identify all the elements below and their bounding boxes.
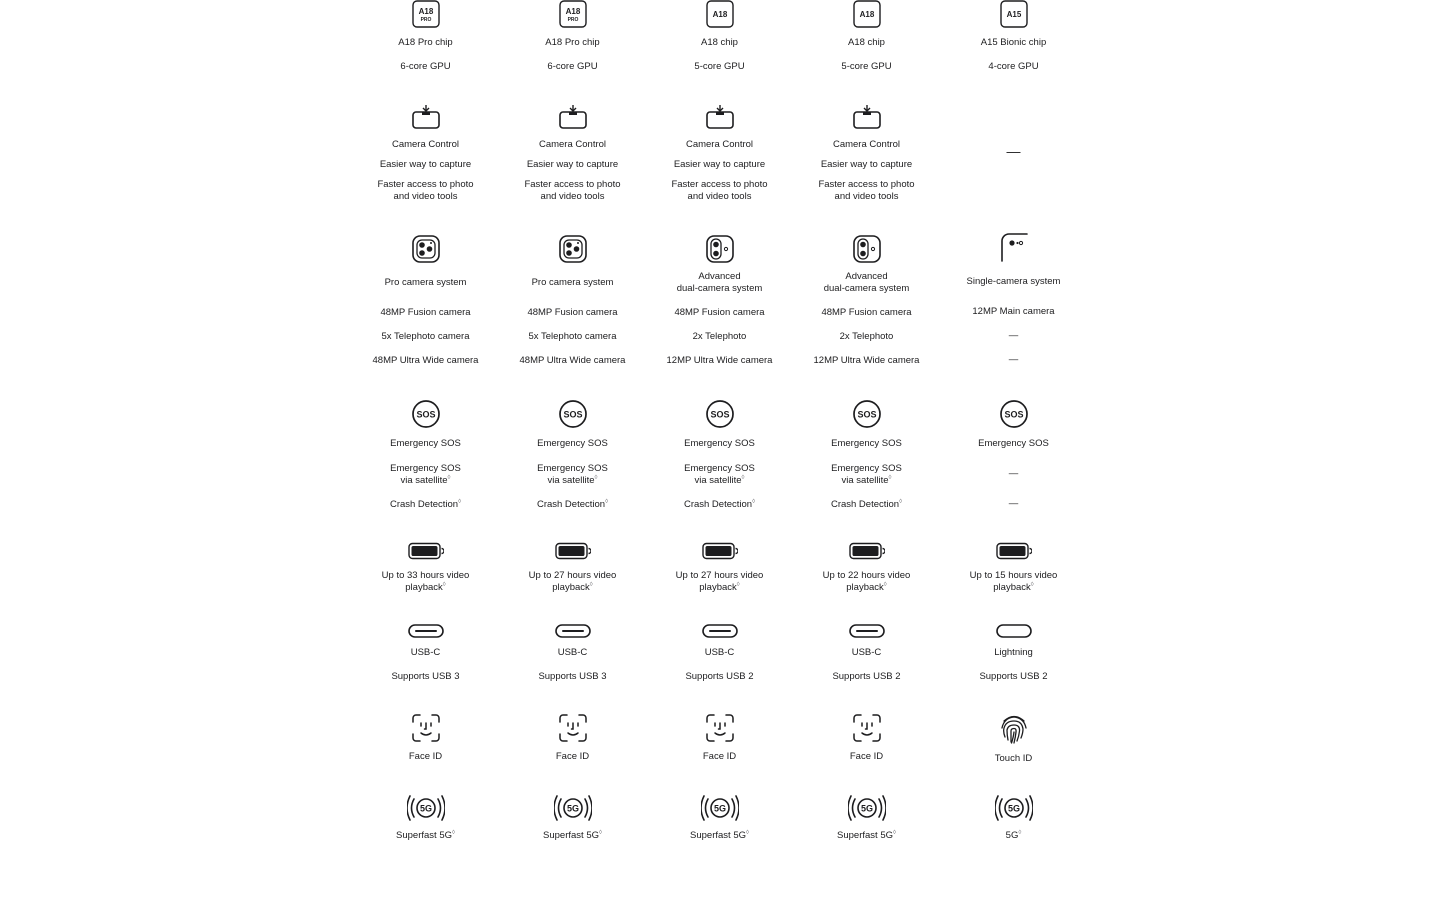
5g-icon-label: 5G bbox=[419, 803, 432, 814]
chip-icon bbox=[412, 0, 440, 28]
crash-detection bbox=[352, 499, 499, 511]
sos-icon-label: SOS bbox=[1003, 409, 1024, 420]
dual-camera-icon bbox=[852, 234, 882, 264]
model-column bbox=[499, 0, 646, 922]
gpu-spec: 5-core GPU bbox=[841, 61, 892, 72]
camera-spec: 12MP Ultra Wide camera bbox=[813, 355, 920, 366]
network-label bbox=[646, 830, 793, 842]
crash-detection-text: Crash Detection bbox=[683, 499, 753, 510]
authentication: Face ID bbox=[555, 751, 590, 762]
crash-detection-text: Crash Detection bbox=[830, 499, 900, 510]
footnote-mark[interactable]: ◊ bbox=[594, 474, 598, 481]
battery-life-text: playback bbox=[405, 582, 443, 593]
battery-life bbox=[793, 582, 940, 594]
gpu-spec: 6-core GPU bbox=[547, 61, 598, 72]
5g-icon bbox=[848, 794, 886, 822]
chip-name: A15 Bionic chip bbox=[980, 37, 1047, 48]
usb-c-port-icon bbox=[849, 624, 885, 638]
camera-spec: 2x Telephoto bbox=[692, 331, 747, 342]
camera-spec: 5x Telephoto camera bbox=[528, 331, 617, 342]
crash-detection bbox=[793, 499, 940, 511]
camera-control-icon bbox=[705, 104, 735, 130]
chip-icon-label: A18 bbox=[418, 7, 433, 16]
port-name: USB-C bbox=[557, 647, 588, 658]
footnote-mark[interactable]: ◊ bbox=[746, 829, 749, 836]
camera-system-label: dual-camera system bbox=[823, 283, 910, 294]
pro-camera-icon bbox=[558, 234, 588, 264]
battery-icon bbox=[408, 542, 444, 560]
network-label-text: 5G bbox=[1005, 830, 1019, 841]
footnote-mark[interactable]: ◊ bbox=[893, 829, 896, 836]
gpu-spec: 6-core GPU bbox=[400, 61, 451, 72]
chip-name: A18 Pro chip bbox=[545, 37, 600, 48]
camera-control-icon bbox=[411, 104, 441, 130]
crash-detection-text: Crash Detection bbox=[389, 499, 459, 510]
camera-control-title: Camera Control bbox=[391, 139, 460, 150]
network-label bbox=[940, 830, 1087, 842]
camera-control-line: Faster access to photo bbox=[818, 179, 915, 190]
sos-satellite-text: via satellite bbox=[841, 475, 889, 486]
battery-life: Up to 15 hours video bbox=[969, 570, 1058, 581]
sos-satellite-text: via satellite bbox=[694, 475, 742, 486]
model-column bbox=[352, 0, 499, 922]
footnote-mark[interactable]: ◊ bbox=[1018, 829, 1022, 836]
camera-spec: 48MP Ultra Wide camera bbox=[519, 355, 626, 366]
sos-icon-label: SOS bbox=[562, 409, 583, 420]
camera-spec: — bbox=[1008, 330, 1019, 341]
network-label bbox=[352, 830, 499, 842]
footnote-mark[interactable]: ◊ bbox=[741, 474, 745, 481]
port-name: Lightning bbox=[994, 647, 1033, 658]
crash-detection bbox=[499, 499, 646, 511]
camera-spec: 12MP Ultra Wide camera bbox=[666, 355, 773, 366]
crash-detection bbox=[646, 499, 793, 511]
camera-control-unavailable: — bbox=[1006, 143, 1021, 159]
sos-satellite: Emergency SOS bbox=[390, 463, 461, 474]
chip-icon-sublabel: PRO bbox=[420, 17, 431, 23]
sos-icon bbox=[705, 399, 735, 429]
battery-life-text: playback bbox=[993, 582, 1031, 593]
camera-control-title: Camera Control bbox=[685, 139, 754, 150]
camera-spec: 5x Telephoto camera bbox=[381, 331, 470, 342]
sos-satellite bbox=[352, 475, 499, 487]
camera-system-label: Pro camera system bbox=[384, 277, 467, 288]
chip-icon-label: A15 bbox=[1006, 10, 1021, 19]
chip-icon bbox=[853, 0, 881, 28]
battery-life: Up to 27 hours video bbox=[675, 570, 764, 581]
camera-control-line: Faster access to photo bbox=[524, 179, 621, 190]
camera-control-line: Easier way to capture bbox=[673, 159, 766, 170]
authentication: Touch ID bbox=[994, 753, 1033, 764]
camera-control-line: and video tools bbox=[393, 191, 458, 202]
face-id-icon bbox=[411, 713, 441, 743]
usb-c-port-icon bbox=[555, 624, 591, 638]
sos-icon-label: SOS bbox=[856, 409, 877, 420]
sos-icon bbox=[999, 399, 1029, 429]
sos-title: Emergency SOS bbox=[390, 438, 461, 449]
single-camera-icon bbox=[999, 232, 1029, 262]
port-spec: Supports USB 2 bbox=[979, 671, 1048, 682]
camera-spec: 12MP Main camera bbox=[972, 306, 1055, 317]
camera-control-line: Easier way to capture bbox=[526, 159, 619, 170]
sos-icon-label: SOS bbox=[709, 409, 730, 420]
network-label bbox=[793, 830, 940, 842]
camera-spec: 48MP Fusion camera bbox=[821, 307, 912, 318]
battery-life: Up to 22 hours video bbox=[822, 570, 911, 581]
footnote-mark[interactable]: ◊ bbox=[605, 498, 609, 505]
chip-icon-label: A18 bbox=[565, 7, 580, 16]
5g-icon bbox=[701, 794, 739, 822]
camera-spec: 48MP Ultra Wide camera bbox=[372, 355, 479, 366]
chip-icon-label: A18 bbox=[712, 10, 727, 19]
crash-detection-unavailable: — bbox=[1008, 498, 1019, 509]
camera-control-line: Faster access to photo bbox=[377, 179, 474, 190]
port-spec: Supports USB 2 bbox=[685, 671, 754, 682]
chip-name: A18 chip bbox=[848, 37, 885, 48]
touch-id-icon bbox=[999, 713, 1029, 745]
battery-life bbox=[646, 582, 793, 594]
sos-satellite bbox=[646, 475, 793, 487]
port-spec: Supports USB 2 bbox=[832, 671, 901, 682]
footnote-mark[interactable]: ◊ bbox=[442, 581, 446, 588]
5g-icon-label: 5G bbox=[860, 803, 873, 814]
sos-title: Emergency SOS bbox=[831, 438, 902, 449]
camera-spec: 2x Telephoto bbox=[839, 331, 894, 342]
lightning-port-icon bbox=[996, 624, 1032, 638]
battery-life bbox=[352, 582, 499, 594]
footnote-mark[interactable]: ◊ bbox=[458, 498, 462, 505]
sos-satellite bbox=[793, 475, 940, 487]
camera-system-label: dual-camera system bbox=[676, 283, 763, 294]
5g-icon-label: 5G bbox=[713, 803, 726, 814]
5g-icon bbox=[407, 794, 445, 822]
footnote-mark[interactable]: ◊ bbox=[447, 474, 451, 481]
sos-title: Emergency SOS bbox=[684, 438, 755, 449]
port-name: USB-C bbox=[851, 647, 882, 658]
chip-icon-sublabel: PRO bbox=[567, 17, 578, 23]
battery-icon bbox=[702, 542, 738, 560]
sos-icon-label: SOS bbox=[415, 409, 436, 420]
footnote-mark[interactable]: ◊ bbox=[589, 581, 593, 588]
battery-life-text: playback bbox=[699, 582, 737, 593]
usb-c-port-icon bbox=[408, 624, 444, 638]
footnote-mark[interactable]: ◊ bbox=[752, 498, 756, 505]
network-label-text: Superfast 5G bbox=[837, 830, 893, 841]
camera-system-label: Pro camera system bbox=[531, 277, 614, 288]
dual-camera-icon bbox=[705, 234, 735, 264]
sos-icon bbox=[558, 399, 588, 429]
battery-life: Up to 33 hours video bbox=[381, 570, 470, 581]
5g-icon-label: 5G bbox=[1007, 803, 1020, 814]
sos-icon bbox=[852, 399, 882, 429]
model-column bbox=[940, 0, 1087, 922]
sos-title: Emergency SOS bbox=[537, 438, 608, 449]
network-label-text: Superfast 5G bbox=[543, 830, 599, 841]
network-label-text: Superfast 5G bbox=[690, 830, 746, 841]
battery-icon bbox=[996, 542, 1032, 560]
footnote-mark[interactable]: ◊ bbox=[736, 581, 740, 588]
sos-satellite bbox=[499, 475, 646, 487]
usb-c-port-icon bbox=[702, 624, 738, 638]
camera-control-title: Camera Control bbox=[538, 139, 607, 150]
battery-life: Up to 27 hours video bbox=[528, 570, 617, 581]
camera-spec: 48MP Fusion camera bbox=[674, 307, 765, 318]
pro-camera-icon bbox=[411, 234, 441, 264]
chip-icon bbox=[559, 0, 587, 28]
network-label bbox=[499, 830, 646, 842]
camera-control-line: Faster access to photo bbox=[671, 179, 768, 190]
camera-control-line: Easier way to capture bbox=[820, 159, 913, 170]
sos-satellite: Emergency SOS bbox=[831, 463, 902, 474]
chip-name: A18 Pro chip bbox=[398, 37, 453, 48]
5g-icon bbox=[554, 794, 592, 822]
chip-name: A18 chip bbox=[701, 37, 738, 48]
battery-life bbox=[940, 582, 1087, 594]
camera-spec: 48MP Fusion camera bbox=[527, 307, 618, 318]
footnote-mark[interactable]: ◊ bbox=[899, 498, 903, 505]
camera-control-line: Easier way to capture bbox=[379, 159, 472, 170]
network-label-text: Superfast 5G bbox=[396, 830, 452, 841]
face-id-icon bbox=[705, 713, 735, 743]
camera-system-label: Single-camera system bbox=[966, 276, 1061, 287]
port-spec: Supports USB 3 bbox=[538, 671, 607, 682]
camera-system-label: Advanced bbox=[845, 271, 888, 282]
battery-life-text: playback bbox=[846, 582, 884, 593]
authentication: Face ID bbox=[408, 751, 443, 762]
gpu-spec: 4-core GPU bbox=[988, 61, 1039, 72]
footnote-mark[interactable]: ◊ bbox=[1030, 581, 1034, 588]
authentication: Face ID bbox=[702, 751, 737, 762]
footnote-mark[interactable]: ◊ bbox=[599, 829, 602, 836]
sos-satellite-text: via satellite bbox=[547, 475, 595, 486]
5g-icon-label: 5G bbox=[566, 803, 579, 814]
authentication: Face ID bbox=[849, 751, 884, 762]
chip-icon bbox=[1000, 0, 1028, 28]
model-column bbox=[793, 0, 940, 922]
model-column bbox=[646, 0, 793, 922]
battery-life bbox=[499, 582, 646, 594]
crash-detection-text: Crash Detection bbox=[536, 499, 606, 510]
port-name: USB-C bbox=[704, 647, 735, 658]
sos-icon bbox=[411, 399, 441, 429]
sos-satellite: Emergency SOS bbox=[537, 463, 608, 474]
footnote-mark[interactable]: ◊ bbox=[888, 474, 892, 481]
camera-control-line: and video tools bbox=[540, 191, 605, 202]
camera-control-icon bbox=[852, 104, 882, 130]
sos-satellite-text: via satellite bbox=[400, 475, 448, 486]
chip-icon bbox=[706, 0, 734, 28]
battery-icon bbox=[555, 542, 591, 560]
gpu-spec: 5-core GPU bbox=[694, 61, 745, 72]
camera-control-line: and video tools bbox=[687, 191, 752, 202]
camera-control-line: and video tools bbox=[834, 191, 899, 202]
camera-spec: 48MP Fusion camera bbox=[380, 307, 471, 318]
port-name: USB-C bbox=[410, 647, 441, 658]
5g-icon bbox=[995, 794, 1033, 822]
sos-satellite: Emergency SOS bbox=[684, 463, 755, 474]
sos-title: Emergency SOS bbox=[978, 438, 1049, 449]
camera-control-title: Camera Control bbox=[832, 139, 901, 150]
chip-icon-label: A18 bbox=[859, 10, 874, 19]
footnote-mark[interactable]: ◊ bbox=[883, 581, 887, 588]
camera-spec: — bbox=[1008, 354, 1019, 365]
face-id-icon bbox=[558, 713, 588, 743]
face-id-icon bbox=[852, 713, 882, 743]
camera-system-label: Advanced bbox=[698, 271, 741, 282]
footnote-mark[interactable]: ◊ bbox=[452, 829, 455, 836]
sos-satellite-unavailable: — bbox=[1008, 468, 1019, 479]
battery-icon bbox=[849, 542, 885, 560]
battery-life-text: playback bbox=[552, 582, 590, 593]
camera-control-icon bbox=[558, 104, 588, 130]
port-spec: Supports USB 3 bbox=[391, 671, 460, 682]
